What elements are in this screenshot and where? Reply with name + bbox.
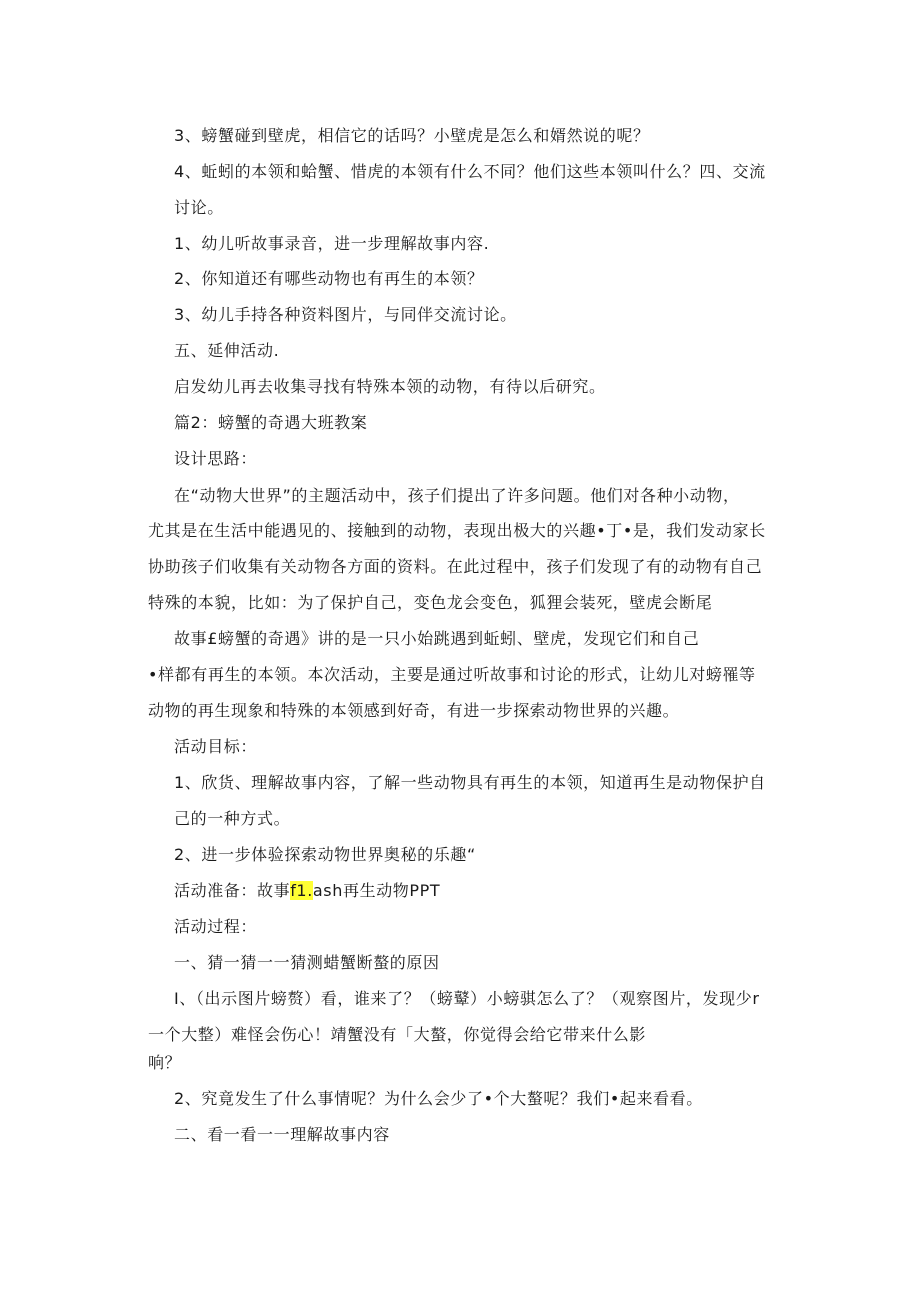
section-heading: 一、猜一猜一一猜测蜡蟹断螯的原因	[174, 953, 440, 972]
text-line: 2、进一步体验探索动物世界奥秘的乐趣“	[174, 845, 476, 864]
section-heading: 五、延伸活动.	[174, 341, 280, 360]
text-line: 3、幼儿手持各种资料图片，与同伴交流讨论。	[174, 305, 517, 324]
prep-prefix: 活动准备：故事	[174, 881, 291, 900]
text-line: 1、幼儿听故事录音，进一步理解故事内容.	[174, 234, 490, 253]
text-line: 动物的再生现象和特殊的本领感到好奇，有进一步探索动物世界的兴趣。	[148, 701, 680, 720]
text-line: 尤其是在生活中能遇见的、接触到的动物，表现出极大的兴趣•丁•是，我们发动家长	[148, 521, 766, 540]
text-line: 2、你知道还有哪些动物也有再生的本领？	[174, 269, 484, 288]
text-line: I、（出示图片螃赘）看，谁来了？（螃鼙）小螃骐怎么了？（观察图片，发现少r	[174, 989, 760, 1008]
text-line: 4、蚯蚓的本领和蛤蟹、惜虎的本领有什么不同？他们这些本领叫什么？四、交流	[174, 162, 766, 181]
text-line: 讨论。	[174, 198, 224, 217]
section-heading: 活动目标：	[174, 737, 258, 756]
text-line: 一个大整）难怪会伤心！靖蟹没有「大螯，你觉得会给它带来什么影	[148, 1025, 647, 1044]
text-line: 2、究竟发生了什么事情呢？为什么会少了•个大螯呢？我们•起来看看。	[174, 1089, 703, 1108]
text-line: 协助孩子们收集有关动物各方面的资料。在此过程中，孩子们发现了有的动物有自己	[148, 557, 763, 576]
text-line: 1、欣货、理解故事内容，了解一些动物具有再生的本领，知道再生是动物保护自	[174, 773, 766, 792]
text-line: 在“动物大世界”的主题活动中，孩子们提出了许多问题。他们对各种小动物，	[174, 486, 740, 505]
section-heading: 活动过程：	[174, 917, 258, 936]
text-line: 3、螃蟹碰到壁虎，相信它的话吗？小壁虎是怎么和婿然说的呢？	[174, 126, 650, 145]
text-line: 己的一种方式。	[174, 809, 291, 828]
article-title: 篇2：螃蟹的奇遇大班教案	[174, 413, 368, 432]
highlighted-text: f1.	[290, 881, 313, 900]
section-heading: 设计思路：	[174, 449, 258, 468]
text-line: •样都有再生的本领。本次活动，主要是通过听故事和讨论的形式，让幼儿对螃罹等	[148, 665, 756, 684]
text-line: 故事£螃蟹的奇遇》讲的是一只小始跳遇到蚯蚓、壁虎，发现它们和自己	[174, 629, 700, 648]
text-line: 启发幼儿再去收集寻找有特殊本领的动物，有待以后研究。	[174, 377, 606, 396]
prep-suffix: ash再生动物PPT	[312, 881, 441, 900]
text-line: 响？	[148, 1053, 182, 1072]
prep-line	[174, 881, 440, 901]
section-heading: 二、看一看一一理解故事内容	[174, 1125, 390, 1144]
text-line: 特殊的本貌，比如：为了保护自己，变色龙会变色，狐狸会装死，壁虎会断尾	[148, 593, 713, 612]
